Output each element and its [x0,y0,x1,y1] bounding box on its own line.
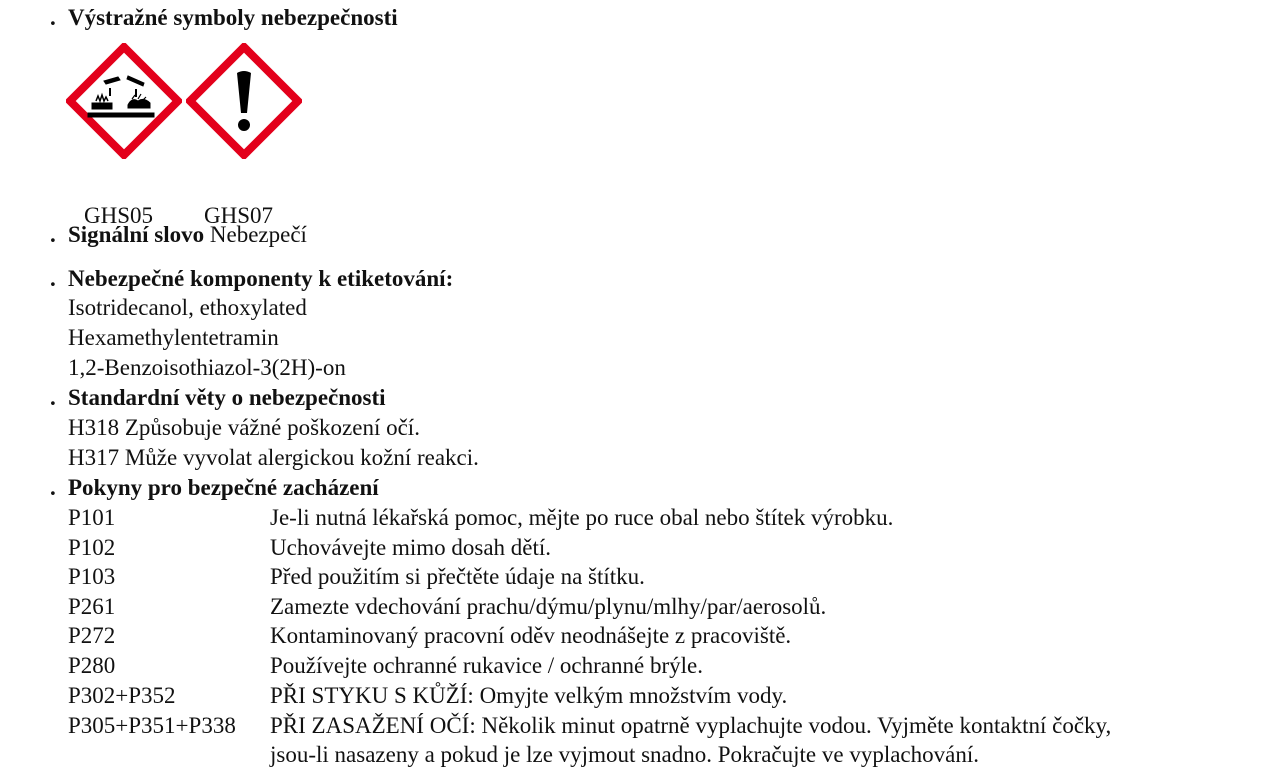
component-item: Hexamethylentetramin [68,325,279,350]
exclamation-mark-icon [186,43,302,159]
precaution-text: Zamezte vdechování prachu/dýmu/plynu/mlhy/par/aerosolů. [270,594,827,619]
precaution-text-continuation: jsou-li nasazeny a pokud je lze vyjmout snadno. Pokračujte ve vyplachování. [270,742,979,767]
symbols-heading: Výstražné symboly nebezpečnosti [68,5,398,30]
precaution-code: P305+P351+P338 [68,713,236,738]
precaution-text: PŘI ZASAŽENÍ OČÍ: Několik minut opatrně vyplachujte vodou. Vyjměte kontaktní čočky, [270,713,1112,738]
bullet: . [50,222,56,247]
precaution-code: P101 [68,505,116,530]
pictogram-code: GHS05 [84,203,154,228]
bullet: . [50,5,56,30]
signal-word-heading: Signální slovo [68,222,205,247]
bullet: . [50,385,56,410]
bullet: . [50,475,56,500]
signal-word-row [68,220,307,250]
pictograms [66,43,306,228]
pictogram-code: GHS07 [204,203,274,228]
hazard-heading: Standardní věty o nebezpečnosti [68,385,386,410]
precaution-text: Je-li nutná lékařská pomoc, mějte po ruce obal nebo štítek výrobku. [270,505,894,530]
corrosion-icon [66,43,182,159]
precaution-code: P302+P352 [68,683,176,708]
precaution-text: Uchovávejte mimo dosah dětí. [270,535,552,560]
precaution-code: P261 [68,594,116,619]
precaution-text: PŘI STYKU S KŮŽÍ: Omyjte velkým množstvím vody. [270,683,788,708]
precaution-code: P272 [68,623,116,648]
hazard-statement: H318 Způsobuje vážné poškození očí. [68,415,420,440]
component-item: Isotridecanol, ethoxylated [68,295,307,320]
component-item: 1,2-Benzoisothiazol-3(2H)-on [68,355,346,380]
precaution-heading: Pokyny pro bezpečné zacházení [68,475,379,500]
precaution-text: Používejte ochranné rukavice / ochranné brýle. [270,653,703,678]
precaution-code: P280 [68,653,116,678]
precaution-text: Před použitím si přečtěte údaje na štítku. [270,564,645,589]
components-heading: Nebezpečné komponenty k etiketování: [68,266,454,291]
precaution-code: P103 [68,564,116,589]
precaution-text: Kontaminovaný pracovní oděv neodnášejte z pracoviště. [270,623,792,648]
hazard-statement: H317 Může vyvolat alergickou kožní reakci. [68,445,479,470]
bullet: . [50,266,56,291]
precaution-code: P102 [68,535,116,560]
signal-word-value: Nebezpečí [209,222,307,247]
